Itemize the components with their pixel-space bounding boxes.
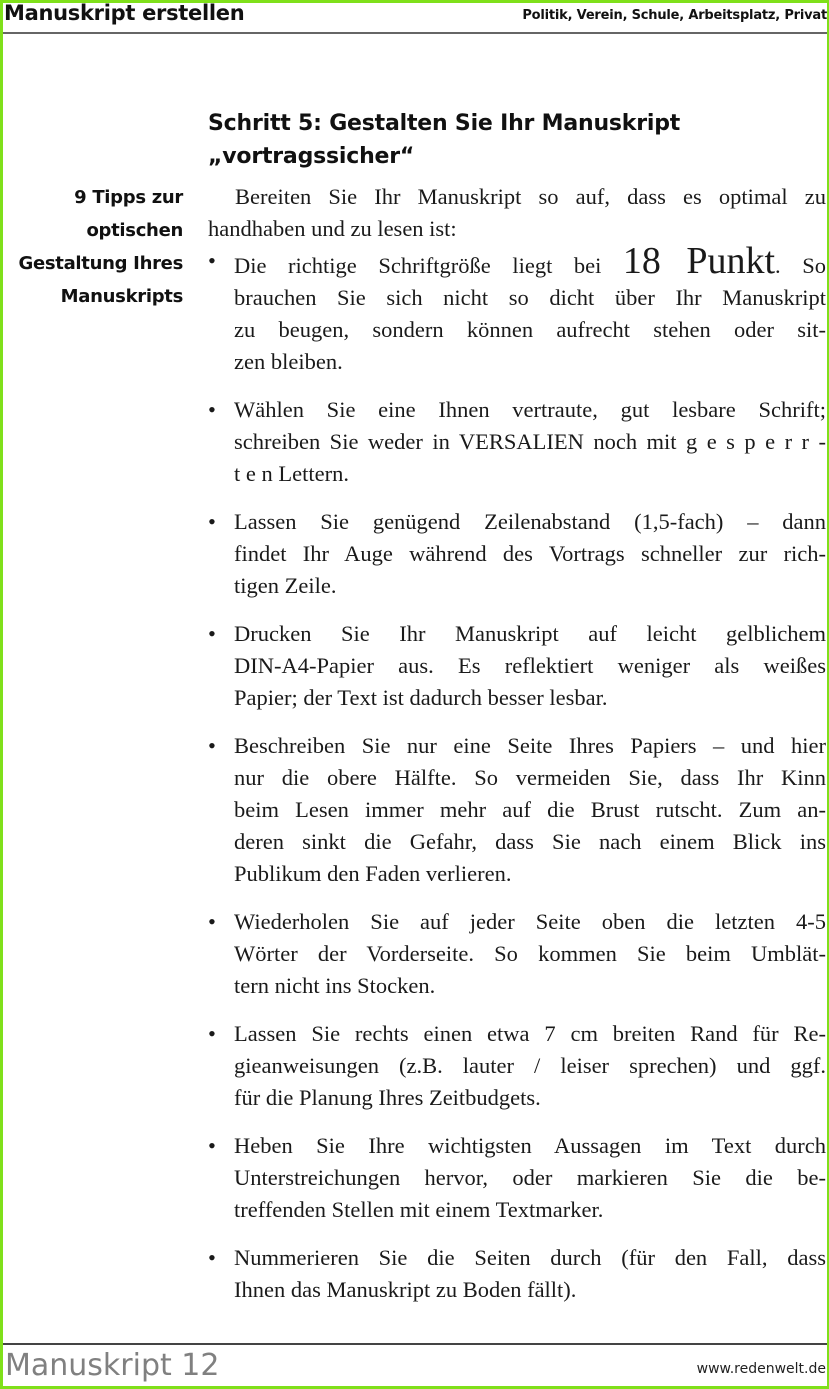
list-item [208, 618, 826, 714]
body-text [208, 181, 826, 1322]
list-item [208, 240, 826, 378]
text-line: Publikum den Faden verlieren. [234, 861, 512, 886]
margin-note-line: Manuskripts [60, 286, 183, 307]
bullet-icon: • [208, 909, 216, 934]
bullet-icon: • [208, 621, 216, 646]
text-line: Ihnen das Manuskript zu Boden fällt). [234, 1277, 577, 1302]
text-line: Unterstreichungen hervor, oder markieren Sie die be- [234, 1165, 826, 1190]
heading-line: „vortragssicher“ [208, 144, 415, 169]
list-item [208, 1242, 826, 1306]
bullet-icon: • [208, 248, 216, 273]
list-item [208, 506, 826, 602]
margin-note [3, 181, 183, 313]
text-line: DIN-A4-Papier aus. Es reflektiert weniger als weißes [234, 653, 826, 678]
bullet-icon: • [208, 1133, 216, 1158]
list-item [208, 730, 826, 890]
margin-note-line: Gestaltung Ihres [18, 253, 183, 274]
text-line: tern nicht ins Stocken. [234, 973, 436, 998]
bullet-icon: • [208, 509, 216, 534]
text-line: Lassen Sie genügend Zeilenabstand (1,5-fach) – dann [234, 509, 826, 534]
list-item [208, 906, 826, 1002]
text-line: zen bleiben. [234, 349, 343, 374]
text-line: Lassen Sie rechts einen etwa 7 cm breiten Rand für Re- [234, 1021, 826, 1046]
text-line: Wählen Sie eine Ihnen vertraute, gut lesbare Schrift; [234, 397, 826, 422]
footer-rule [3, 1343, 827, 1345]
running-header-topics: Politik, Verein, Schule, Arbeitsplatz, Privat [522, 8, 827, 23]
text-line: t e n Lettern. [234, 461, 349, 486]
text-line: Papier; der Text ist dadurch besser lesbar. [234, 685, 608, 710]
text-fragment: Die richtige Schriftgröße liegt bei [234, 253, 623, 278]
text-line: Heben Sie Ihre wichtigsten Aussagen im Text durch [234, 1133, 826, 1158]
text-line: treffenden Stellen mit einem Textmarker. [234, 1197, 604, 1222]
text-line: tigen Zeile. [234, 573, 337, 598]
intro-paragraph [208, 181, 826, 245]
text-line: nur die obere Hälfte. So vermeiden Sie, dass Ihr Kinn [234, 765, 826, 790]
page-number-label: Manuskript 12 [5, 1348, 220, 1383]
text-line: Beschreiben Sie nur eine Seite Ihres Papiers – und hier [234, 733, 826, 758]
list-item [208, 1130, 826, 1226]
margin-note-line: 9 Tipps zur [74, 187, 183, 208]
bullet-icon: • [208, 1245, 216, 1270]
list-item [208, 394, 826, 490]
text-line: deren sinkt die Gefahr, dass Sie nach einem Blick ins [234, 829, 826, 854]
header-rule [3, 32, 827, 34]
margin-note-line: optischen [86, 220, 183, 241]
text-line: Wiederholen Sie auf jeder Seite oben die letzten 4-5 [234, 909, 826, 934]
section-heading [208, 107, 680, 173]
text-line: Bereiten Sie Ihr Manuskript so auf, dass es optimal zu [235, 184, 826, 209]
heading-line: Schritt 5: Gestalten Sie Ihr Manuskript [208, 111, 681, 136]
text-line: zu beugen, sondern können aufrecht stehen oder sit- [234, 317, 826, 342]
text-line: für die Planung Ihres Zeitbudgets. [234, 1085, 541, 1110]
text-line: Nummerieren Sie die Seiten durch (für den Fall, dass [234, 1245, 826, 1270]
bullet-icon: • [208, 397, 216, 422]
text-fragment: . So [775, 253, 826, 278]
text-line: schreiben Sie weder in VERSALIEN noch mit g e s p e r r - [234, 429, 826, 454]
footer-url[interactable]: www.redenwelt.de [696, 1361, 826, 1377]
text-line: gieanweisungen (z.B. lauter / leiser sprechen) und ggf. [234, 1053, 826, 1078]
text-line [234, 240, 826, 282]
text-line: beim Lesen immer mehr auf die Brust rutscht. Zum an- [234, 797, 826, 822]
text-line: Drucken Sie Ihr Manuskript auf leicht gelblichem [234, 621, 826, 646]
running-header-title: Manuskript erstellen [4, 1, 245, 25]
text-line: brauchen Sie sich nicht so dicht über Ihr Manuskript [234, 285, 826, 310]
font-size-example: 18 Punkt [622, 240, 776, 282]
text-line: Wörter der Vorderseite. So kommen Sie beim Umblät- [234, 941, 826, 966]
bullet-icon: • [208, 1021, 216, 1046]
bullet-icon: • [208, 733, 216, 758]
text-line: handhaben und zu lesen ist: [208, 216, 457, 241]
text-line: findet Ihr Auge während des Vortrags schneller zur rich- [234, 541, 826, 566]
list-item [208, 1018, 826, 1114]
